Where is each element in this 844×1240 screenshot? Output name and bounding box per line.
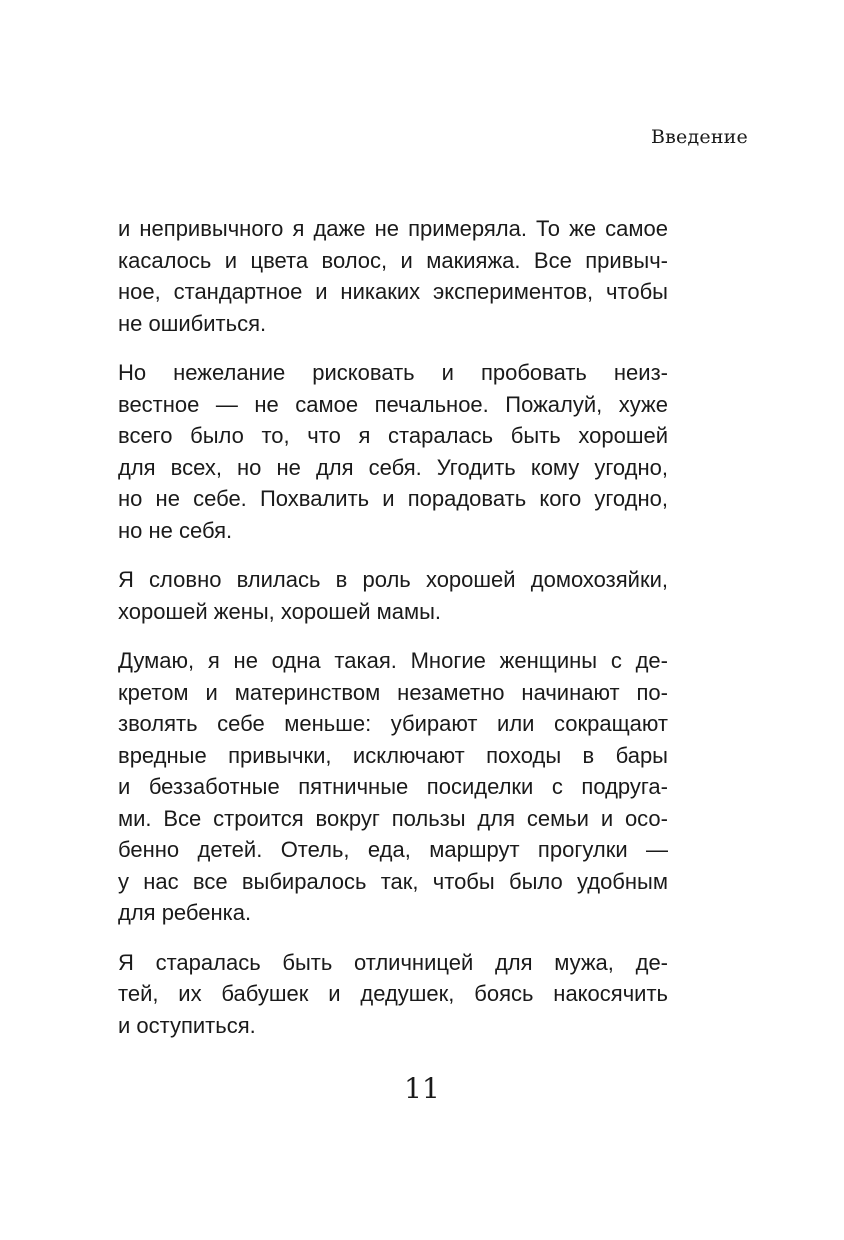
text-line: но не себя. xyxy=(118,517,233,543)
running-header: Введение xyxy=(650,126,748,148)
paragraph-4 xyxy=(118,645,668,929)
page-number: 11 xyxy=(404,1072,440,1105)
text-line: касалось и цвета волос, и макияжа. Все привыч- xyxy=(118,247,668,273)
text-line: вредные привычки, исключают походы в бары xyxy=(118,742,668,768)
text-line: тей, их бабушек и дедушек, боясь накосячить xyxy=(118,981,668,1006)
paragraph-1 xyxy=(118,213,668,339)
text-line: ное, стандартное и никаких экспериментов, чтобы xyxy=(118,279,668,304)
body-text xyxy=(118,213,668,1059)
text-line: но не себе. Похвалить и порадовать кого угодно, xyxy=(118,486,668,511)
text-line: зволять себе меньше: убирают или сокращают xyxy=(118,711,668,736)
text-line: и беззаботные пятничные посиделки с подруга- xyxy=(118,774,668,799)
text-line: вестное — не самое печальное. Пожалуй, хуже xyxy=(118,391,668,417)
text-line: ми. Все строится вокруг пользы для семьи и осо- xyxy=(118,805,668,831)
text-line: Я словно влилась в роль хорошей домохозяйки, xyxy=(118,567,668,592)
text-line: всего было то, что я старалась быть хорошей xyxy=(118,423,668,448)
text-line: бенно детей. Отель, еда, маршрут прогулки — xyxy=(118,837,668,862)
text-line: для всех, но не для себя. Угодить кому угодно, xyxy=(118,454,668,480)
paragraph-2 xyxy=(118,357,668,546)
text-line: у нас все выбиралось так, чтобы было удобным xyxy=(118,868,668,894)
paragraph-3 xyxy=(118,564,668,627)
text-line: и оступиться. xyxy=(118,1012,256,1038)
text-line: Но нежелание рисковать и пробовать неиз- xyxy=(118,360,668,385)
text-line: для ребенка. xyxy=(118,900,252,925)
text-line: не ошибиться. xyxy=(118,310,267,336)
text-line: и непривычного я даже не примеряла. То же самое xyxy=(118,216,668,241)
text-line: хорошей жены, хорошей мамы. xyxy=(118,598,442,624)
text-line: Я старалась быть отличницей для мужа, де- xyxy=(118,949,668,975)
paragraph-5 xyxy=(118,947,668,1042)
text-line: кретом и материнством незаметно начинают по- xyxy=(118,679,668,705)
text-line: Думаю, я не одна такая. Многие женщины с де- xyxy=(118,648,668,673)
